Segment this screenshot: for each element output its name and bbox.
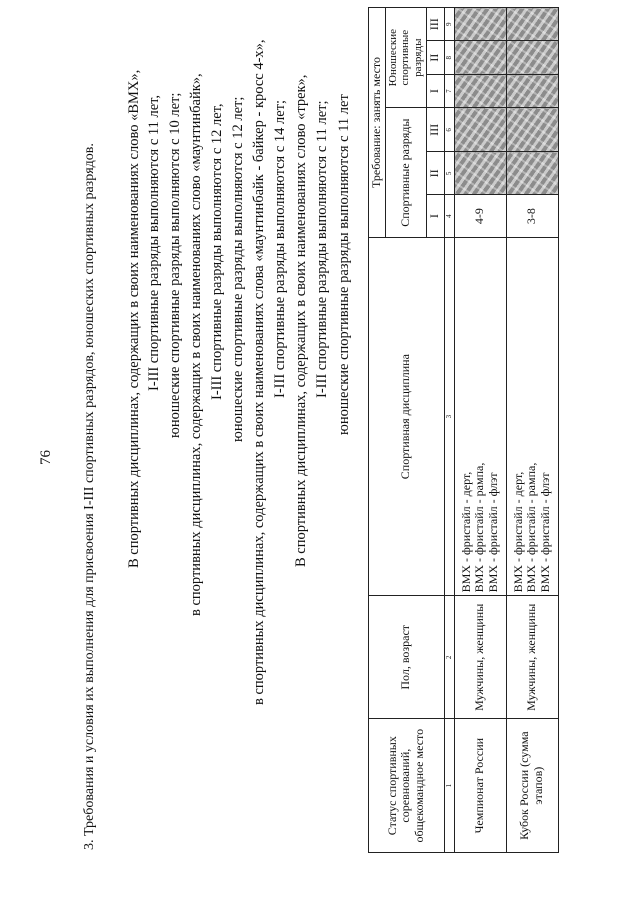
note-line-bmx: В спортивных дисциплинах, содержащих в своих наименованиях слово «ВМХ», [126,69,142,568]
shaded-cell [454,74,506,107]
page-number: 76 [38,450,54,465]
header-rank-II: II [426,152,444,195]
gender-age-cell: Мужчины, женщины [506,596,558,719]
header-youth-rank-III: III [426,8,444,41]
shaded-cell [506,41,558,74]
column-number: 2 [444,596,454,719]
note-line-4x-ranks: I-III спортивные разряды выполняются с 14 лет; [272,99,288,398]
column-number: 3 [444,238,454,596]
note-line-track-youth: юношеские спортивные разряды выполняются с 11 лет [336,94,352,435]
header-youth-ranks: Юношеские спортивные разряды [385,8,426,108]
shaded-cell [506,152,558,195]
shaded-cell [454,41,506,74]
header-status: Статус спортивных соревнований, общекомандное место [369,719,445,853]
note-line-track: В спортивных дисциплинах, содержащих в своих наименованиях слово «трек», [293,74,309,567]
discipline-cell [454,238,506,596]
note-line-mtb-ranks: I-III спортивные разряды выполняются с 12 лет, [209,103,225,400]
rank-I-cell: 4-9 [454,195,506,238]
column-number: 1 [444,719,454,853]
note-line-bmx-ranks: I-III спортивные разряды выполняются с 11 лет, [146,94,162,391]
rank-I-cell: 3-8 [506,195,558,238]
header-youth-rank-II: II [426,41,444,74]
status-cell: Чемпионат России [454,719,506,853]
ranks-requirements-table [368,7,559,853]
discipline-item: ВМХ - фристайл - дерт, [510,471,525,593]
header-rank-III: III [426,108,444,152]
column-number: 6 [444,108,454,152]
column-number: 5 [444,152,454,195]
shaded-cell [454,152,506,195]
header-youth-rank-I: I [426,74,444,107]
shaded-cell [506,8,558,41]
gender-age-cell: Мужчины, женщины [454,596,506,719]
table-row [506,8,558,853]
column-number: 7 [444,74,454,107]
shaded-cell [454,8,506,41]
discipline-item: ВМХ - фристайл - рампа, [472,462,487,593]
header-discipline: Спортивная дисциплина [369,238,445,596]
shaded-cell [506,108,558,152]
header-row-top [369,8,386,853]
note-line-4x: в спортивных дисциплинах, содержащих в своих наименованиях слова «маунтинбайк - байкер - кросс 4-х», [251,39,267,705]
header-gender-age: Пол, возраст [369,596,445,719]
note-line-mtb-youth: юношеские спортивные разряды выполняются с 12 лет; [230,96,246,442]
column-number-row [444,8,454,853]
column-number: 8 [444,41,454,74]
table-row [454,8,506,853]
discipline-item: ВМХ - фристайл - флэт [486,472,501,593]
header-requirement: Требование: занять место [369,8,386,238]
discipline-cell [506,238,558,596]
column-number: 4 [444,195,454,238]
note-line-bmx-youth: юношеские спортивные разряды выполняются с 10 лет; [167,92,183,438]
discipline-item: ВМХ - фристайл - дерт, [458,471,473,593]
note-line-track-ranks: I-III спортивные разряды выполняются с 11 лет; [314,100,330,398]
shaded-cell [454,108,506,152]
header-sport-ranks: Спортивные разряды [385,108,426,238]
note-line-mtb: в спортивных дисциплинах, содержащих в своих наименованиях слово «маунтинбайк», [188,73,204,616]
discipline-item: ВМХ - фристайл - рампа, [524,462,539,593]
shaded-cell [506,74,558,107]
discipline-item: ВМХ - фристайл - флэт [538,472,553,593]
section-heading: 3. Требования и условия их выполнения для присвоения I-III спортивных разрядов, юношеских спортивных разрядов. [82,143,97,850]
header-rank-I: I [426,195,444,238]
column-number: 9 [444,8,454,41]
status-cell: Кубок России (сумма этапов) [506,719,558,853]
